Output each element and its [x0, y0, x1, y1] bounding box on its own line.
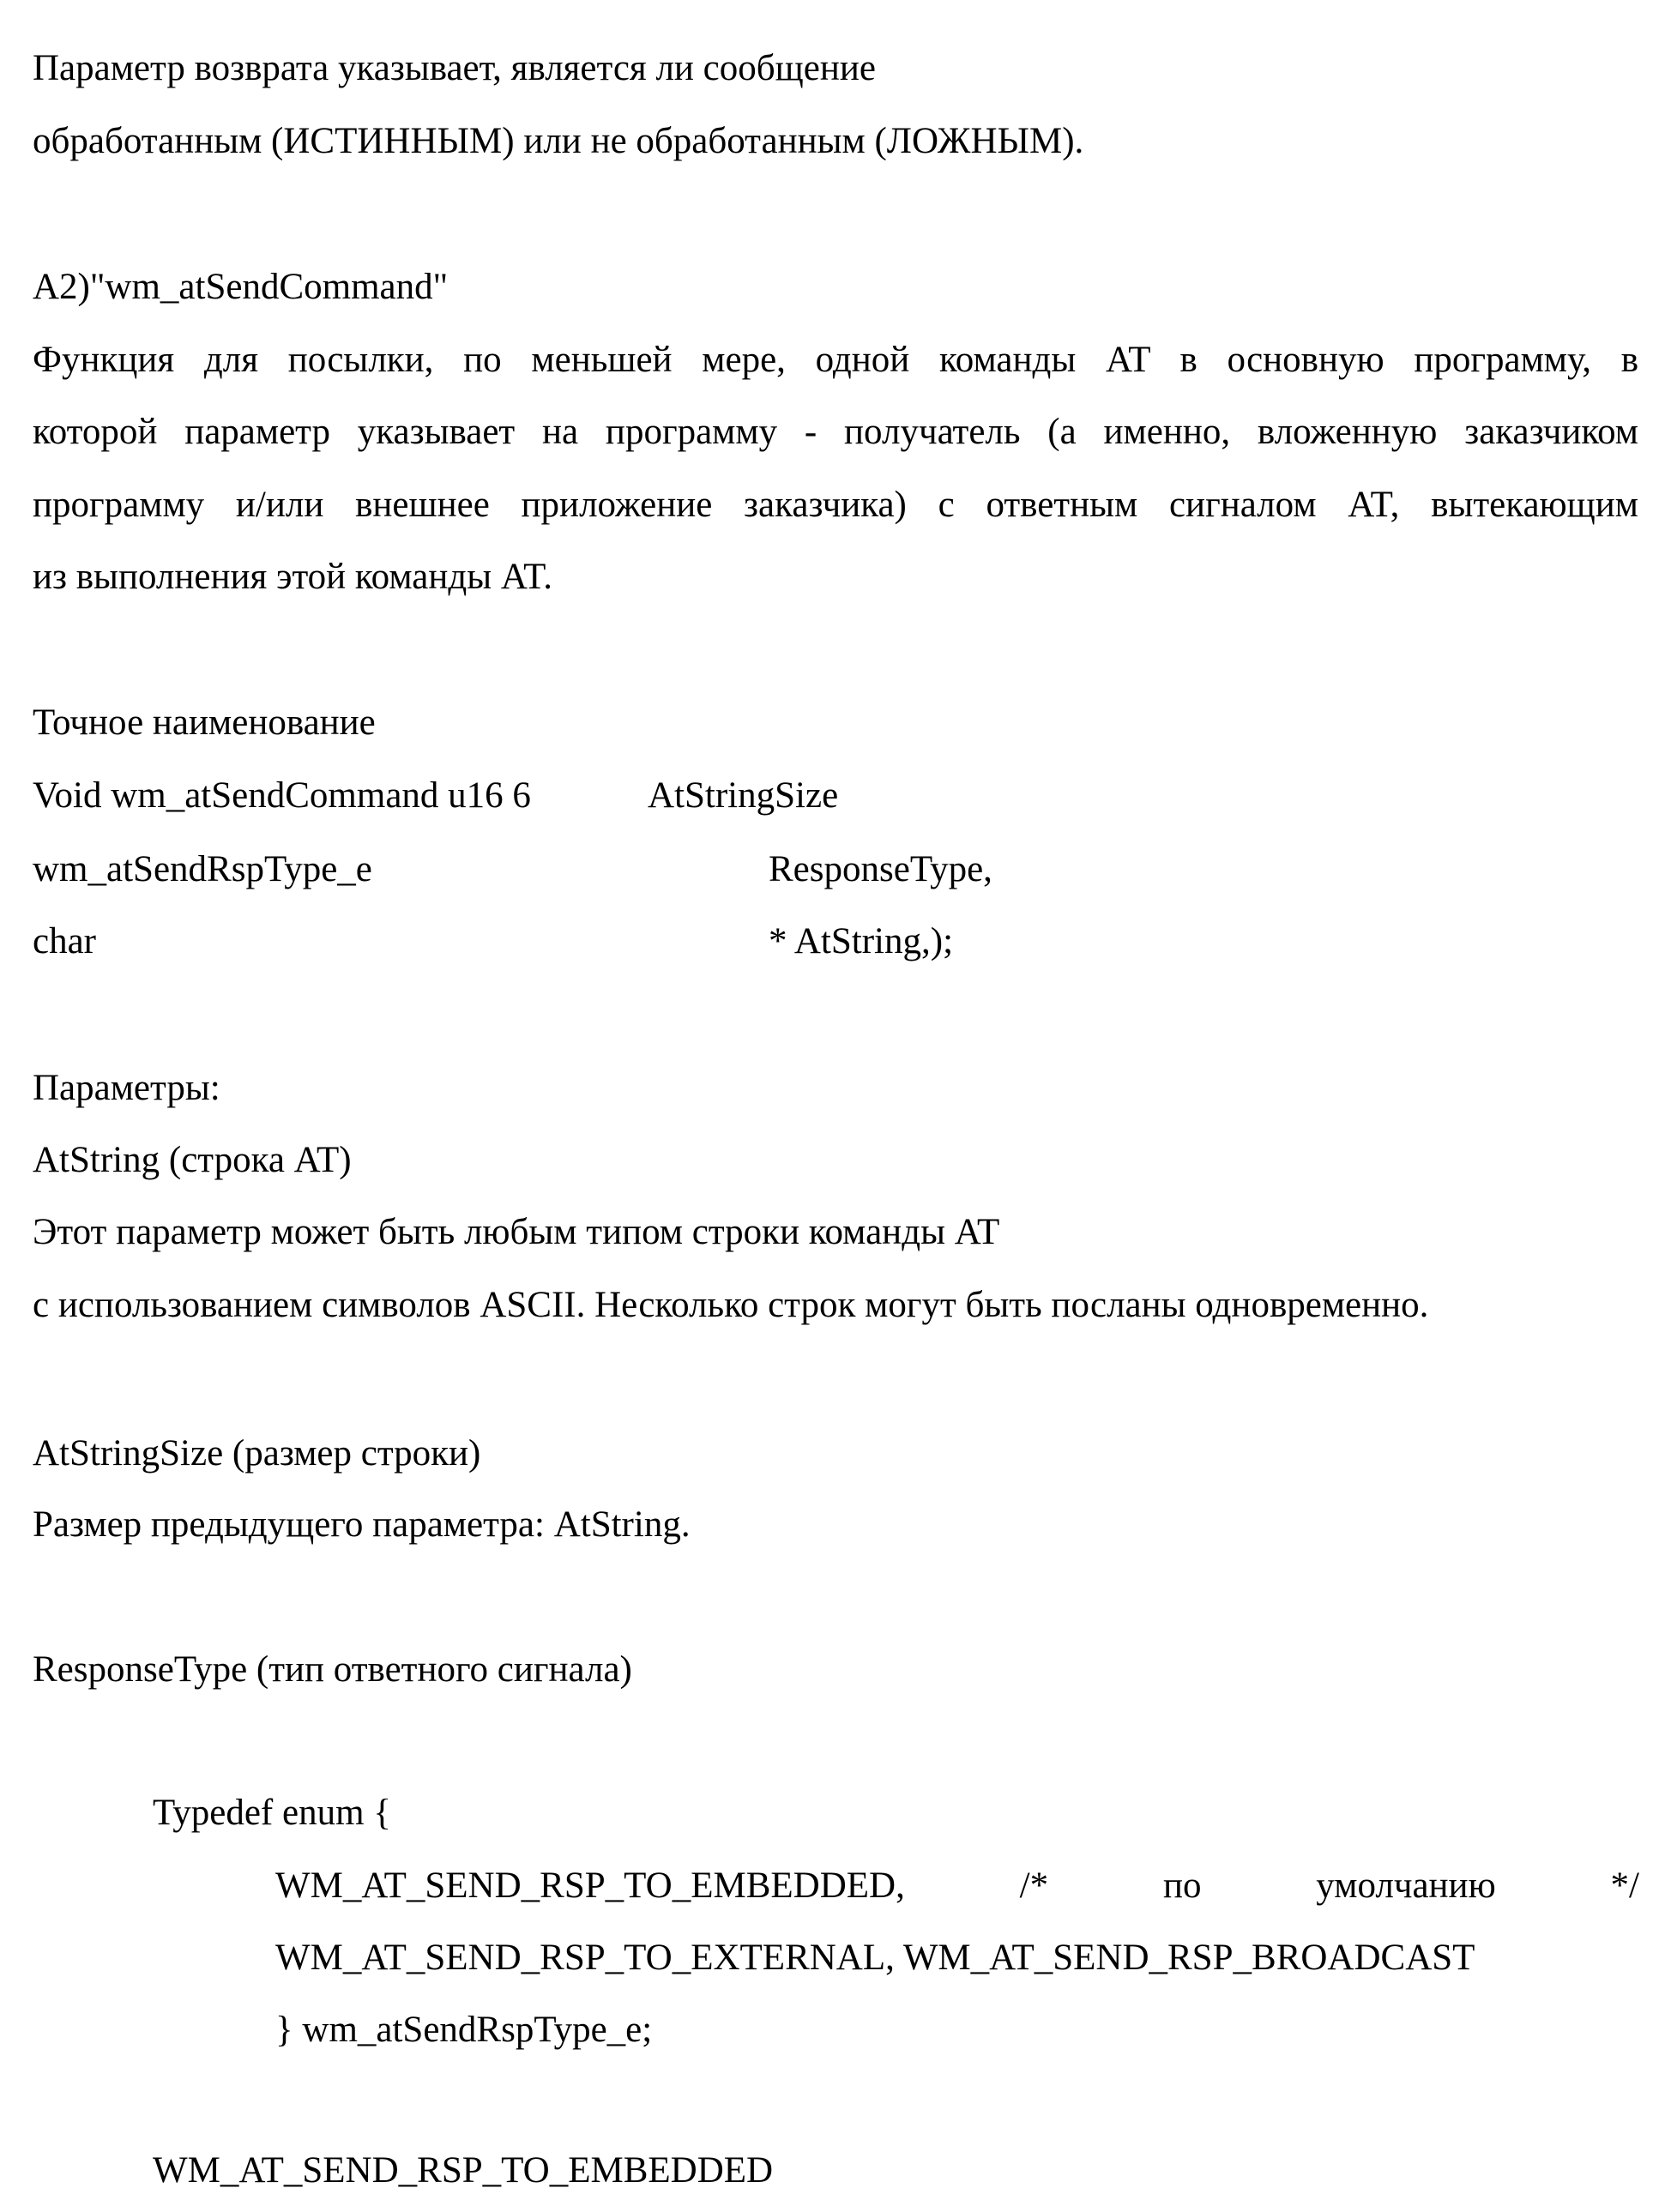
param-title-atstring: AtString (строка AT)	[33, 1136, 352, 1184]
param-desc-atstring-1: Этот параметр может быть любым типом строки команды AT	[33, 1208, 999, 1257]
comment-word: умолчанию	[1316, 1862, 1495, 1910]
signature-type: Void wm_atSendCommand u16 6	[33, 775, 531, 816]
param-desc-atstringsize: Размер предыдущего параметра: AtString.	[33, 1501, 691, 1549]
section-heading: A2)"wm_atSendCommand"	[33, 263, 448, 311]
signature-row-3	[33, 918, 96, 966]
signature-row-2	[33, 846, 372, 894]
param-desc-atstring-2: с использованием символов ASCII. Несколько строк могут быть посланы одновременно.	[33, 1281, 1428, 1329]
signature-type: char	[33, 921, 96, 961]
comment-close: */	[1611, 1862, 1639, 1910]
comment-open: /*	[1020, 1862, 1048, 1910]
exact-name-label: Точное наименование	[33, 699, 376, 747]
typedef-close: } wm_atSendRspType_e;	[275, 2006, 652, 2054]
description-line-2: которой параметр указывает на программу - получатель (а именно, вложенную заказчиком	[33, 408, 1638, 456]
description-line-3: программу и/или внешнее приложение заказчика) с ответным сигналом AT, вытекающим	[33, 481, 1638, 529]
signature-row-1	[33, 772, 531, 820]
param-title-responsetype: ResponseType (тип ответного сигнала)	[33, 1646, 632, 1694]
signature-type: wm_atSendRspType_e	[33, 849, 372, 889]
signature-param: * AtString,);	[769, 918, 953, 966]
typedef-open: Typedef enum {	[153, 1789, 391, 1837]
signature-param: ResponseType,	[769, 846, 992, 894]
enum-value: WM_AT_SEND_RSP_TO_EMBEDDED,	[275, 1862, 905, 1910]
typedef-items-external-broadcast: WM_AT_SEND_RSP_TO_EXTERNAL, WM_AT_SEND_RSP_BROADCAST	[275, 1934, 1475, 1982]
intro-line-1: Параметр возврата указывает, является ли сообщение	[33, 45, 876, 93]
params-label: Параметры:	[33, 1064, 220, 1112]
description-line-1: Функция для посылки, по меньшей мере, одной команды AT в основную программу, в	[33, 336, 1638, 384]
signature-param: AtStringSize	[648, 772, 838, 820]
intro-line-2: обработанным (ИСТИННЫМ) или не обработанным (ЛОЖНЫМ).	[33, 118, 1083, 166]
comment-word: по	[1163, 1862, 1202, 1910]
param-title-atstringsize: AtStringSize (размер строки)	[33, 1430, 480, 1478]
description-line-4: из выполнения этой команды AT.	[33, 553, 552, 601]
typedef-item-embedded	[275, 1862, 1639, 1910]
enum-value-heading: WM_AT_SEND_RSP_TO_EMBEDDED	[153, 2147, 773, 2195]
